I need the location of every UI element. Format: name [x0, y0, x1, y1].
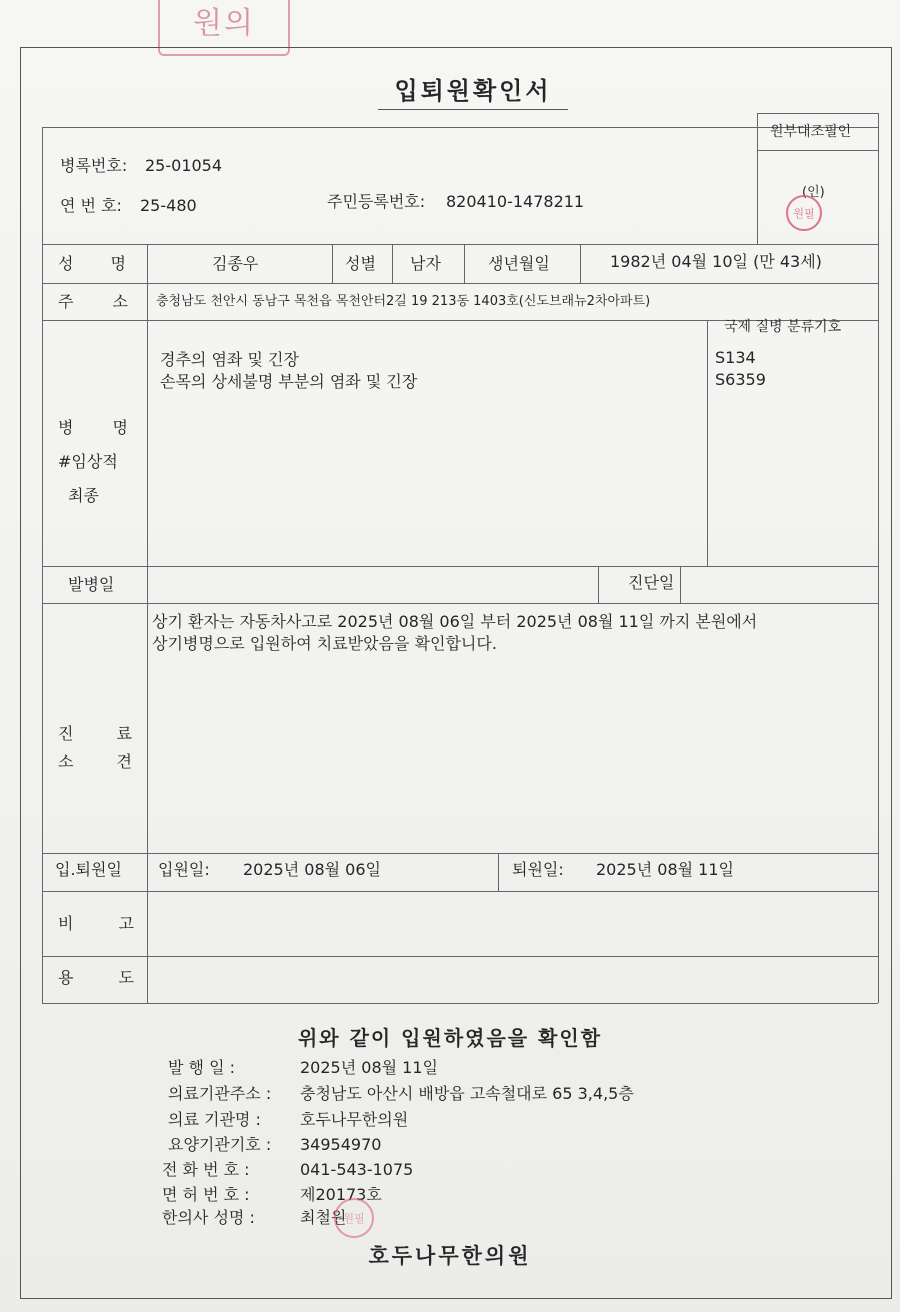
phone-label: 전 화 번 호 : — [162, 1160, 250, 1179]
address-label: 주 소 — [58, 292, 130, 311]
seal-mark: (인) — [802, 185, 825, 200]
resident-number-value: 820410-1478211 — [446, 192, 585, 211]
diagnosis-label: 병 명 — [58, 418, 130, 437]
page-title: 입퇴원확인서 — [378, 74, 568, 110]
onset-label: 발병일 — [68, 575, 115, 594]
doctor-seal-stamp: 원필 — [334, 1198, 374, 1238]
opinion-text: 상기병명으로 입원하여 치료받았음을 확인합니다. — [152, 634, 497, 653]
institution-code-label: 요양기관기호 : — [168, 1135, 272, 1154]
serial-number-label: 연 번 호: — [60, 196, 122, 215]
issue-date-label: 발 행 일 : — [168, 1058, 236, 1077]
opinion-label: 진 료 — [58, 724, 134, 743]
sex-value: 남자 — [410, 254, 441, 273]
institution-address-label: 의료기관주소 : — [168, 1084, 272, 1103]
purpose-label: 용 도 — [58, 968, 136, 987]
sex-label: 성별 — [345, 254, 376, 273]
institution-code-value: 34954970 — [300, 1135, 382, 1154]
discharge-date-label: 퇴원일: — [512, 860, 564, 879]
address-value: 충청남도 천안시 동남구 목천읍 목천안터2길 19 213동 1403호(신도브래뉴2차아파트) — [156, 294, 651, 309]
issue-date-value: 2025년 08월 11일 — [300, 1058, 438, 1077]
admit-date-label: 입원일: — [158, 860, 210, 879]
record-number-label: 병록번호: — [60, 156, 128, 175]
icd-code: S134 — [715, 348, 756, 367]
name-label: 성 명 — [58, 254, 128, 273]
top-seal-stamp: 원의 — [158, 0, 290, 56]
diagnosis-item: 손목의 상세불명 부분의 염좌 및 긴장 — [160, 372, 418, 391]
diagnosis-item: 경추의 염좌 및 긴장 — [160, 350, 299, 369]
remarks-label: 비 고 — [58, 914, 136, 933]
doctor-name-value: 최철원 — [300, 1208, 347, 1227]
institution-name-label: 의료 기관명 : — [168, 1110, 261, 1129]
license-value: 제20173호 — [300, 1185, 382, 1204]
license-label: 면 허 번 호 : — [162, 1185, 250, 1204]
diagnosis-label-clinical: #임상적 — [58, 452, 118, 471]
diagnosis-label-final: 최종 — [68, 486, 99, 505]
admit-date-value: 2025년 08월 06일 — [243, 860, 381, 879]
birth-label: 생년월일 — [488, 254, 550, 273]
outer-frame — [20, 47, 892, 1299]
admission-label: 입.퇴원일 — [55, 860, 122, 879]
serial-number-value: 25-480 — [140, 196, 197, 215]
footer-hospital-name: 호두나무한의원 — [368, 1244, 532, 1268]
diagnosis-date-label: 진단일 — [628, 573, 675, 592]
doctor-name-label: 한의사 성명 : — [162, 1208, 255, 1227]
resident-number-label: 주민등록번호: — [327, 192, 426, 211]
name-value: 김종우 — [212, 254, 259, 273]
birth-value: 1982년 04월 10일 (만 43세) — [610, 252, 822, 271]
opinion-text: 상기 환자는 자동차사고로 2025년 08월 06일 부터 2025년 08월 11일 까지 본원에서 — [152, 612, 758, 631]
institution-address-value: 충청남도 아산시 배방읍 고속철대로 65 3,4,5층 — [300, 1084, 634, 1103]
discharge-date-value: 2025년 08월 11일 — [596, 860, 734, 879]
confirmation-statement: 위와 같이 입원하였음을 확인함 — [297, 1026, 603, 1050]
record-number-value: 25-01054 — [145, 156, 223, 175]
institution-name-value: 호두나무한의원 — [300, 1110, 409, 1129]
seal-label: 원부대조필인 — [770, 124, 852, 140]
icd-code: S6359 — [715, 370, 766, 389]
opinion-label: 소 견 — [58, 752, 134, 771]
seal-stamp: 원필 — [786, 195, 822, 231]
phone-value: 041-543-1075 — [300, 1160, 414, 1179]
icd-header: 국제 질병 분류기호 — [724, 319, 842, 335]
